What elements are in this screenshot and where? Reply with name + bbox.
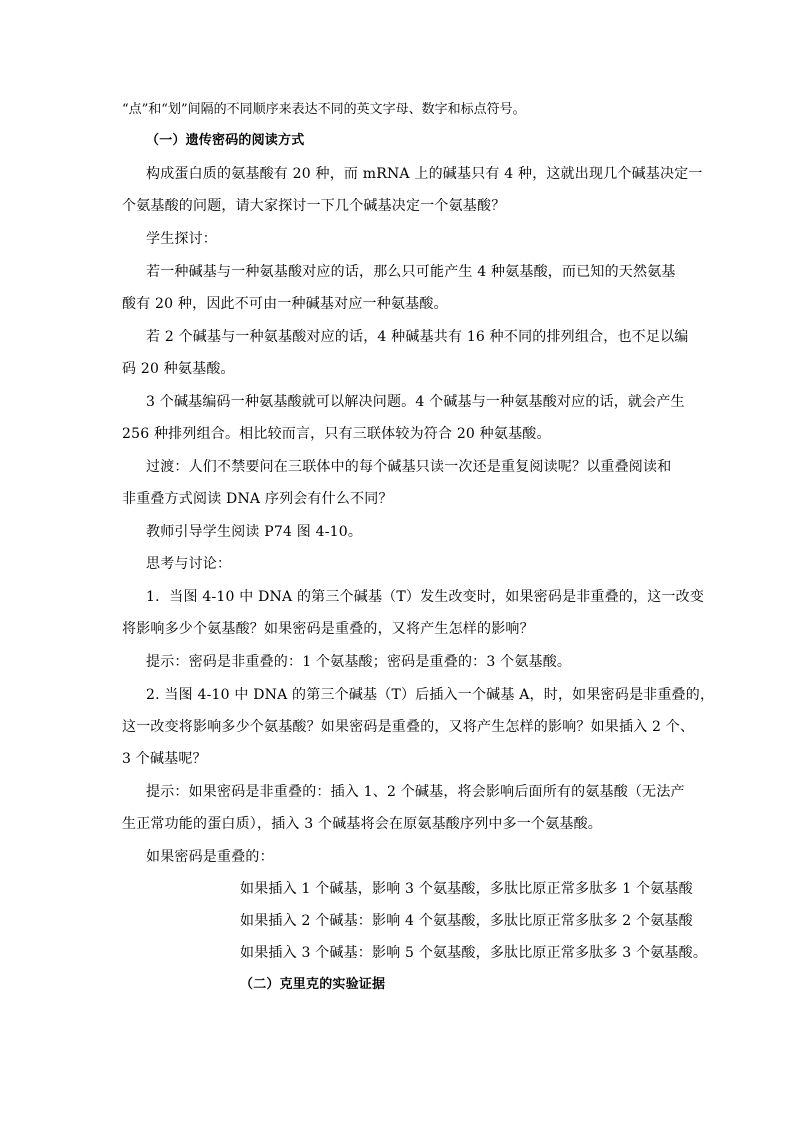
paragraph-1-line-2: 个氨基酸的问题，请大家探讨一下几个碱基决定一个氨基酸？: [122, 198, 506, 214]
section-heading-genetic-code-reading: （一）遗传密码的阅读方式: [146, 133, 305, 148]
overlap-case-3: 如果插入 3 个碱基：影响 5 个氨基酸，多肽比原正常多肽多 3 个氨基酸。: [240, 945, 708, 961]
paragraph-4-line-2: 256 种排列组合。相比较而言，只有三联体较为符合 20 种氨基酸。: [122, 426, 551, 442]
paragraph-2-line-2: 酸有 20 种，因此不可由一种碱基对应一种氨基酸。: [122, 296, 448, 312]
paragraph-2-line-1: 若一种碱基与一种氨基酸对应的话，那么只可能产生 4 种氨基酸，而已知的天然氨基: [146, 264, 676, 280]
hint-2-line-1: 提示：如果密码是非重叠的：插入 1、2 个碱基，将会影响后面所有的氨基酸（无法产: [146, 784, 685, 800]
hint-2-line-2: 生正常功能的蛋白质），插入 3 个碱基将会在原氨基酸序列中多一个氨基酸。: [122, 816, 603, 832]
intro-line: “点”和“划”间隔的不同顺序来表达不同的英文字母、数字和标点符号。: [122, 102, 526, 117]
overlap-intro-line: 如果密码是重叠的：: [146, 849, 274, 865]
question-2-line-1: 2. 当图 4-10 中 DNA 的第三个碱基（T）后插入一个碱基 A，时，如果密码是非重叠的，: [146, 687, 715, 703]
hint-1-line: 提示：密码是非重叠的：1 个氨基酸；密码是重叠的：3 个氨基酸。: [146, 654, 572, 670]
overlap-case-1: 如果插入 1 个碱基，影响 3 个氨基酸，多肽比原正常多肽多 1 个氨基酸: [240, 881, 693, 897]
paragraph-3-line-2: 码 20 种氨基酸。: [122, 361, 235, 377]
overlap-case-2: 如果插入 2 个碱基：影响 4 个氨基酸，多肽比原正常多肽多 2 个氨基酸: [240, 913, 693, 929]
transition-line-2: 非重叠方式阅读 DNA 序列会有什么不同？: [122, 491, 393, 507]
question-2-line-2: 这一改变将影响多少个氨基酸？如果密码是重叠的，又将产生怎样的影响？如果插入 2 个、: [122, 719, 695, 735]
paragraph-4-line-1: 3 个碱基编码一种氨基酸就可以解决问题。4 个碱基与一种氨基酸对应的话，就会产生: [146, 394, 685, 410]
paragraph-3-line-1: 若 2 个碱基与一种氨基酸对应的话，4 种碱基共有 16 种不同的排列组合，也不足以编: [146, 329, 689, 345]
question-1-line-2: 将影响多少个氨基酸？如果密码是重叠的，又将产生怎样的影响？: [122, 621, 534, 637]
transition-line-1: 过渡：人们不禁要问在三联体中的每个碱基只读一次还是重复阅读呢？以重叠阅读和: [146, 459, 672, 475]
question-1-line-1: 1．当图 4-10 中 DNA 的第三个碱基（T）发生改变时，如果密码是非重叠的，这一改变: [146, 589, 705, 605]
student-discussion-label: 学生探讨：: [146, 231, 217, 247]
teacher-guide-line: 教师引导学生阅读 P74 图 4-10。: [146, 524, 363, 540]
paragraph-1-line-1: 构成蛋白质的氨基酸有 20 种，而 mRNA 上的碱基只有 4 种，这就出现几个碱基决定一: [146, 166, 703, 182]
section-heading-crick-evidence: （二）克里克的实验证据: [240, 977, 386, 992]
question-2-line-3: 3 个碱基呢？: [122, 751, 207, 767]
think-discuss-label: 思考与讨论：: [146, 556, 232, 572]
